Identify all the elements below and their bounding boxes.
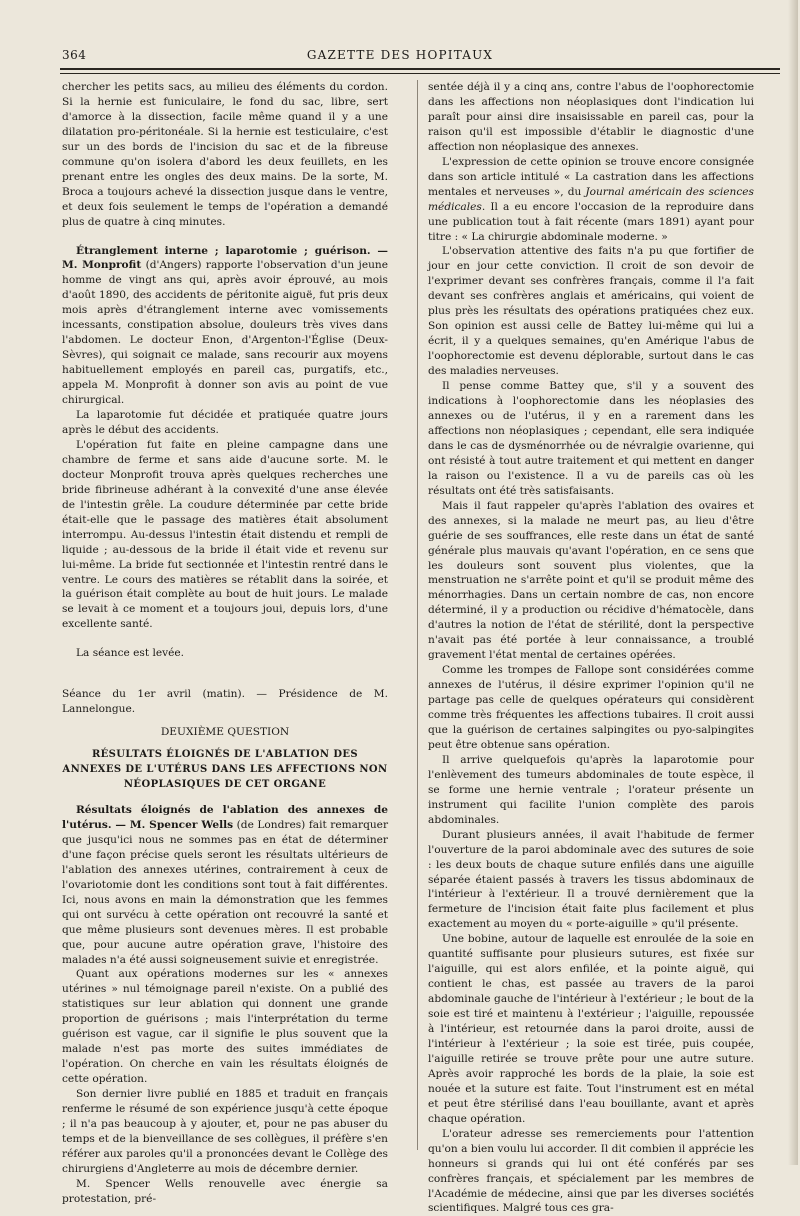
journal-title: Journal américain des sciences médicales bbox=[428, 185, 754, 213]
paragraph: Durant plusieurs années, il avait l'habitude de fermer l'ouverture de la paroi abdominale avec des sutures de soie : les deux bouts de chaque suture enfilés dans une aiguille séparée étaient passés à travers les tissus abdominaux de l'intérieur à l'extérieur. Il a trouvé dernièrement que la fermeture de l'incision était faite plus facilement et plus exactement au moyen du « porte-aiguille » qu'il présente. bbox=[428, 828, 754, 931]
paragraph: La laparotomie fut décidée et pratiquée quatre jours après le début des accidents. bbox=[62, 409, 388, 436]
paragraph: Son dernier livre publié en 1885 et traduit en français renferme le résumé de son expérience jusqu'à cette époque ; il n'a pas beaucoup à y ajouter, et, pour ne pas abuser du temps et de la bienveillance de ses collègues, il préfère s'en référer aux paroles qu'il a prononcées devant le Collège des chirurgiens d'Angleterre au mois de décembre dernier. bbox=[62, 1088, 388, 1175]
left-column bbox=[62, 80, 388, 1207]
paragraph: chercher les petits sacs, au milieu des éléments du cordon. Si la hernie est funiculaire, le fond du sac, libre, sert d'amorce à la dissection, facile même quand il y a une dilatation pro-péritonéale. Si la hernie est testiculaire, c'est sur un des bords de l'incision du sac et de la fibreuse commune qu'on isolera d'abord les deux feuillets, en les prenant entre les ongles des deux mains. De la sorte, M. Broca a toujours achevé la dissection jusque dans le ventre, et deux fois seulement le temps de l'opération a demandé plus de quatre à cinq minutes. bbox=[62, 81, 388, 228]
paragraph bbox=[62, 803, 388, 967]
column-divider bbox=[417, 80, 418, 1150]
paragraph: Comme les trompes de Fallope sont considérées comme annexes de l'utérus, il désire exprimer l'opinion qu'il ne partage pas celle de quelques opérateurs qui considèrent comme très fréquentes les affections tubaires. Il croit aussi que la guérison de certaines salpingites ou pyo-salpingites peut être obtenue sans opération. bbox=[428, 664, 754, 751]
right-column bbox=[428, 80, 754, 1216]
paragraph: L'orateur adresse ses remerciements pour l'attention qu'on a bien voulu lui accorder. Il dit combien il apprécie les honneurs si grands qui lui ont été conférés par ses confrères français, et spécialement par les membres de l'Académie de médecine, ainsi que par les diverses sociétés scientifiques. Malgré tous ces gra- bbox=[428, 1127, 754, 1215]
paragraph bbox=[428, 155, 754, 245]
paragraph: L'observation attentive des faits n'a pu que fortifier de jour en jour cette conviction. Il croit de son devoir de l'exprimer devant ses confrères français, comme il l'a fait devant ses confrères anglais et américains, qui voient de plus près les résultats des opérations pratiquées chez eux. Son opinion est aussi celle de Battey lui-même qui lui a écrit, il y a quelques semaines, qu'en Amérique l'abus de l'oophorectomie est devenu déplorable, surtout dans le cas des maladies nerveuses. bbox=[428, 245, 754, 378]
header-rule-thin bbox=[60, 73, 780, 74]
paragraph: Il pense comme Battey que, s'il y a souvent des indications à l'oophorectomie dans les néoplasies des annexes ou de l'utérus, il y en a rarement dans les affections non néoplasiques ; cependant, elle sera indiquée dans le cas de dysménorrhée ou de névralgie ovarienne, qui ont résisté à tout autre traitement et qui mettent en danger la raison ou l'existence. Il a vu de pareils cas où les résultats ont été très satisfaisants. bbox=[428, 380, 754, 497]
paragraph: Quant aux opérations modernes sur les « annexes utérines » nul témoignage pareil n'existe. On a publié des statistiques sur leur ablation qui donnent une grande proportion de guérisons ; mais l'interprétation du terme guérison est vague, car il signifie le plus souvent que la malade n'est pas morte des suites immédiates de l'opération. On cherche en vain les résultats éloignés de cette opération. bbox=[62, 968, 388, 1086]
paragraph: La séance est levée. bbox=[76, 647, 185, 660]
paragraph: Une bobine, autour de laquelle est enroulée de la soie en quantité suffisante pour plusieurs sutures, est fixée sur l'aiguille, qui est alors enfilée, et la pointe aiguë, qui contient le chas, est passée au travers de la paroi abdominale gauche de l'intérieur à l'extérieur ; le bout de la soie est tiré et maintenu à l'extérieur ; l'aiguille, repoussée à l'intérieur, est retournée dans la paroi droite, aussi de l'intérieur à l'extérieur ; la soie est tirée, puis coupée, l'aiguille retirée se trouve prête pour une autre suture. Après avoir rapproché les bords de la plaie, la soie est nouée et la suture est faite. Tout l'instrument est en métal et peut être stérilisé dans l'eau bouillante, avant et après chaque opération. bbox=[428, 933, 754, 1125]
paragraph: L'opération fut faite en pleine campagne dans une chambre de ferme et sans aide d'aucune sorte. M. le docteur Monprofit trouva après quelques recherches une bride fibrineuse adhérant à la convexité d'une anse élevée de l'intestin grêle. La coudure déterminée par cette bride était-elle que le passage des matières était absolument interrompu. Au-dessus l'intestin était distendu et rempli de liquide ; au-dessous de la bride il était vide et revenu sur lui-même. La bride fut sectionnée et l'intestin rentré dans le ventre. Le cours des matières se rétablit dans la soirée, et la guérison était complète au bout de huit jours. Le malade se levait à ce moment et a toujours joui, depuis lors, d'une excellente santé. bbox=[62, 438, 388, 631]
running-head-title: GAZETTE DES HOPITAUX bbox=[306, 48, 494, 62]
page-edge-shadow bbox=[788, 0, 798, 1165]
paragraph-text: (de Londres) fait remarquer que jusqu'ici nous ne sommes pas en état de déterminer d'une façon précise quels seront les résultats ultérieurs de l'ablation des annexes utérines, contrairement à ceux de l'ovariotomie dont les conditions sont tout à fait différentes. Ici, nous avons en main la démonstration que les femmes qui ont survécu à cette opération ont recouvré la santé et que même plusieurs sont devenues mères. Il est probable que, pour aucune autre opération grave, l'histoire des malades n'a été aussi soigneusement suivie et enregistrée. bbox=[62, 818, 389, 966]
paragraph: sentée déjà il y a cinq ans, contre l'abus de l'oophorectomie dans les affections non néoplasiques dont l'indication lui paraît pour ainsi dire insaisissable en pareil cas, pour la raison qu'il est impossible d'établir le diagnostic d'une affection non néoplasique des annexes. bbox=[428, 81, 754, 153]
paragraph-lead: Résultats éloignés de l'ablation des annexes de l'utérus. — M. Spencer Wells bbox=[62, 803, 388, 831]
paragraph-text: L'expression de cette opinion se trouve encore consignée dans son article intitulé « La castration dans les affections mentales et nerveuses », du bbox=[428, 155, 754, 198]
paragraph-text: (d'Angers) rapporte l'observation d'un jeune homme de vingt ans qui, après avoir éprouvé, au mois d'août 1890, des accidents de péritonite aiguë, fut pris deux mois après d'étranglement interne avec vomissements incessants, constipation absolue, douleurs très vives dans l'abdomen. Le docteur Enon, d'Argenton-l'Église (Deux-Sèvres), qui soignait ce malade, sans recourir aux moyens habituellement employés en pareil cas, purgatifs, etc., appela M. Monprofit à donner son avis au point de vue chirurgical. bbox=[62, 259, 389, 407]
section-question: DEUXIÈME QUESTION bbox=[160, 726, 290, 739]
paragraph: Mais il faut rappeler qu'après l'ablation des ovaires et des annexes, si la malade ne meurt pas, au lieu d'être guérie de ses souffrances, elle reste dans un état de santé générale plus mauvais qu'avant l'opération, en ce sens que les douleurs sont souvent plus violentes, que la menstruation ne s'arrête point et qu'il se produit même des ménorrhagies. Dans un certain nombre de cas, non encore déterminé, il y a production ou récidive d'hématocèle, dans d'autres la notion de l'état de stérilité, dont la perspective n'avait pas été portée à leur connaissance, a troublé gravement l'état mental de certaines opérées. bbox=[428, 499, 754, 662]
paragraph: M. Spencer Wells renouvelle avec énergie sa protestation, pré- bbox=[62, 1177, 388, 1205]
paragraph-lead: Étranglement interne ; laparotomie ; guérison. — M. Monprofit bbox=[62, 244, 388, 272]
header-rule-thick bbox=[60, 68, 780, 70]
section-heading: RÉSULTATS ÉLOIGNÉS DE L'ABLATION DES ANNEXES DE L'UTÉRUS DANS LES AFFECTIONS NON NÉOPLASIQUES DE CET ORGANE bbox=[62, 749, 388, 791]
session-line: Séance du 1er avril (matin). — Présidence de M. Lannelongue. bbox=[62, 688, 388, 716]
page-number: 364 bbox=[62, 48, 87, 62]
paragraph-text: . Il a eu encore l'occasion de la reproduire dans une publication tout à fait récente (mars 1891) ayant pour titre : « La chirurgie abdominale moderne. » bbox=[428, 200, 754, 243]
paragraph: Il arrive quelquefois qu'après la laparotomie pour l'enlèvement des tumeurs abdominales de toute espèce, il se forme une hernie ventrale ; l'orateur présente un instrument qui facilite l'union complète des parois abdominales. bbox=[428, 753, 754, 826]
paragraph bbox=[62, 244, 388, 408]
